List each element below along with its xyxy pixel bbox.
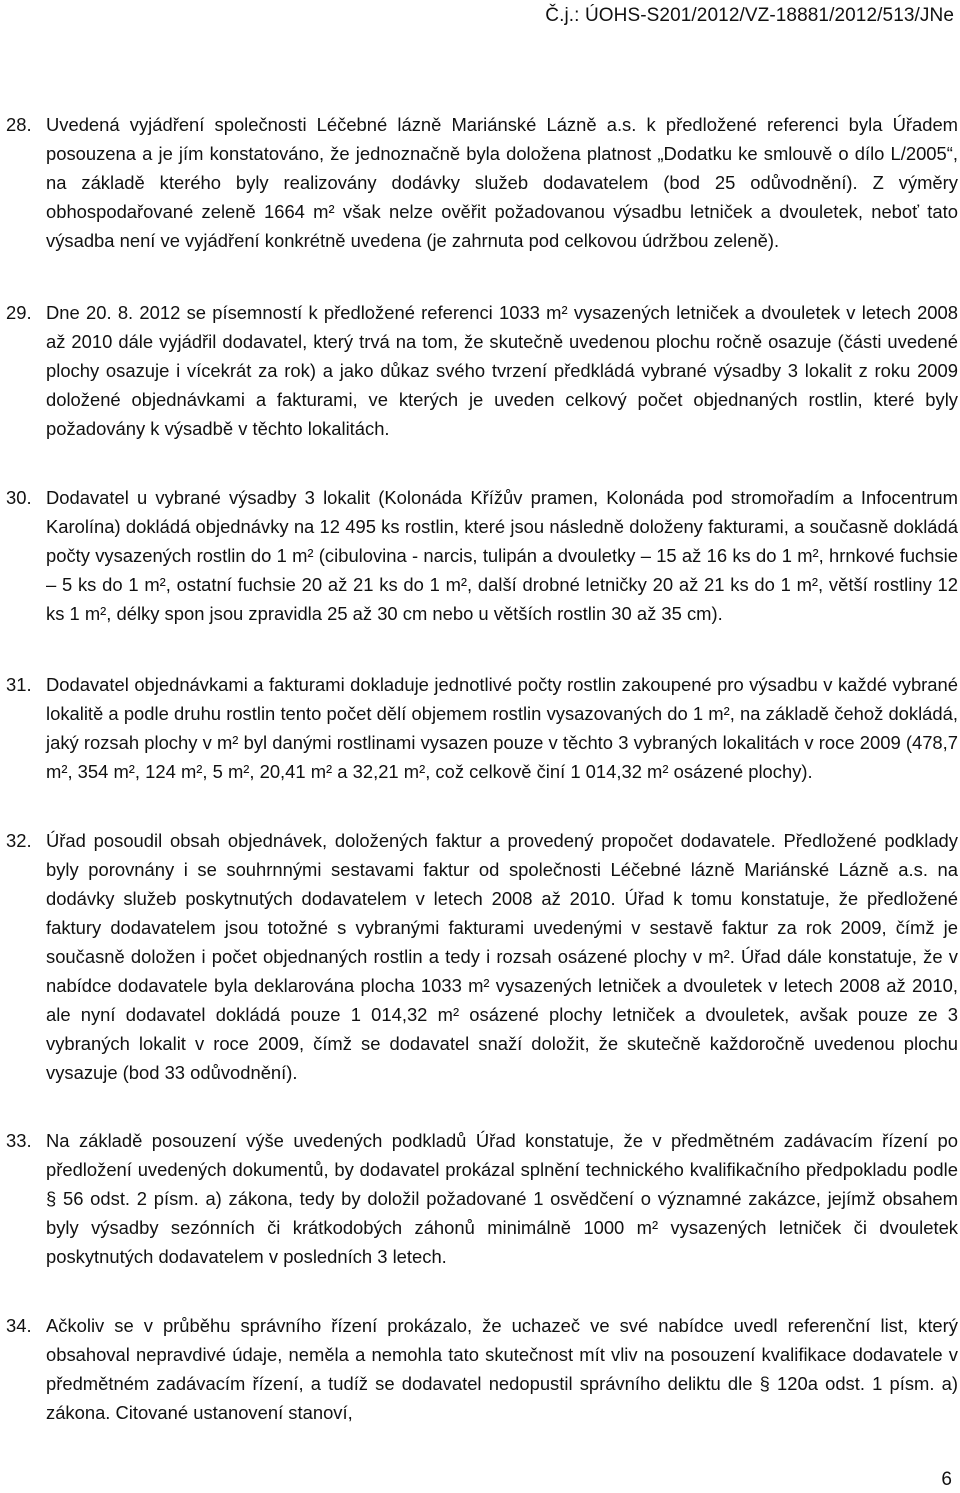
paragraph-number: 29. bbox=[6, 302, 32, 323]
text-line: záhonů minimálně 1000 m² vysazených letniček či dvouletek poskytnutých dodavatelem bbox=[46, 1217, 958, 1267]
text-line: Úřadem posouzena a je jím konstatováno, že jednoznačně byla doložena platnost „Dodatku ke bbox=[46, 114, 958, 164]
text-line: v posledních 3 letech. bbox=[268, 1246, 447, 1267]
text-line: smlouvě o dílo L/2005“, na základě kterého byly realizovány dodávky služeb dodavatelem bbox=[46, 143, 958, 193]
text-line: 2010. Úřad k tomu konstatuje, že předložené faktury dodavatelem jsou totožné s vybranými bbox=[46, 888, 958, 938]
paragraph-32 bbox=[6, 826, 958, 1087]
text-line: avšak pouze ze 3 vybraných lokalit v roce 2009, čímž se dodavatel snaží doložit, že skutečně bbox=[46, 1004, 958, 1054]
paragraph-number: 30. bbox=[6, 487, 32, 508]
text-line: 2010, ale nyní dodavatel dokládá pouze 1 014,32 m² osázené plochy letniček a dvouletek, bbox=[46, 975, 958, 1025]
text-line: v letech 2008 až 2010 dále vyjádřil dodavatel, který trvá na tom, že skutečně uvedenou plochu bbox=[46, 302, 958, 352]
text-line: výsadbu v každé vybrané lokalitě a podle druhu rostlin tento počet dělí objemem rostlin bbox=[46, 674, 958, 724]
paragraph-34 bbox=[6, 1311, 958, 1427]
text-line: ročně osazuje (části uvedené plochy osazuje i vícekrát za rok) a jako důkaz svého tvrzení bbox=[46, 331, 958, 381]
text-line: jsou zpravidla 25 až 30 cm nebo u větších rostlin 30 až 35 cm). bbox=[209, 603, 723, 624]
paragraph-text bbox=[46, 298, 958, 443]
text-line: Dodavatel u vybrané výsadby 3 lokalit (Kolonáda Křížův pramen, Kolonáda pod stromořadím bbox=[46, 487, 835, 508]
paragraph-number: 28. bbox=[6, 114, 32, 135]
text-line: předkládá vybrané výsadby 3 lokalit z roku 2009 doložené objednávkami a fakturami, ve bbox=[46, 360, 958, 410]
text-line: kvalifikačního předpokladu podle § 56 odst. 2 písm. a) zákona, tedy by doložil požadované bbox=[46, 1159, 958, 1209]
paragraph-number: 33. bbox=[6, 1130, 32, 1151]
text-line: vysazovaných do 1 m², na základě čehož dokládá, jaký rozsah plochy v m² byl danými bbox=[46, 703, 958, 753]
text-line: dodavatele byla deklarována plocha 1033 m² vysazených letniček a dvouletek v letech 2008 až bbox=[117, 975, 906, 996]
text-line: 21 ks do 1 m², další drobné letničky 20 až 21 ks do 1 m², větší rostliny 12 ks 1 m², délky spon bbox=[46, 574, 958, 624]
text-line: 1 osvědčení o významné zakázce, jejímž obsahem byly výsadby sezónních či krátkodobých bbox=[46, 1188, 958, 1238]
document-reference-number: Č.j.: ÚOHS-S201/2012/VZ-18881/2012/513/JNe bbox=[545, 5, 954, 26]
text-line: list, který obsahoval nepravdivé údaje, neměla a nemohla tato skutečnost mít vliv na bbox=[46, 1315, 958, 1365]
paragraph-text bbox=[46, 1126, 958, 1271]
text-line: Ačkoliv se v průběhu správního řízení prokázalo, že uchazeč ve své nabídce uvedl referenční bbox=[46, 1315, 871, 1336]
paragraph-text bbox=[46, 670, 958, 786]
text-line: lázně Mariánské Lázně a.s. na dodávky služeb poskytnutých dodavatelem v letech 2008 až bbox=[46, 859, 958, 909]
paragraph-text bbox=[46, 110, 958, 255]
text-line: každoročně uvedenou plochu vysazuje (bod 33 odůvodnění). bbox=[46, 1033, 958, 1083]
text-line: kterých je uveden celkový počet objednaných rostlin, které byly požadovány k výsadbě bbox=[46, 389, 958, 439]
paragraph-31 bbox=[6, 670, 958, 786]
text-line: Dodavatel objednávkami a fakturami dokladuje jednotlivé počty rostlin zakoupené pro bbox=[46, 674, 744, 695]
text-line: a Infocentrum Karolína) dokládá objednávky na 12 495 ks rostlin, které jsou následně bbox=[46, 487, 958, 537]
paragraph-text bbox=[46, 826, 958, 1087]
text-line: posouzení kvalifikace dodavatele v předmětném zadávacím řízení, a tudíž se dodavatel bbox=[46, 1344, 958, 1394]
text-line: požadovanou výsadbu letniček a dvouletek, neboť tato výsadba není ve vyjádření konkrétně bbox=[46, 201, 958, 251]
text-line: Předložené podklady byly porovnány i se souhrnnými sestavami faktur od společnosti Léčebné bbox=[46, 830, 958, 880]
text-line: objednaných rostlin a tedy i rozsah osázené plochy v m². Úřad dále konstatuje, že v nabídce bbox=[46, 946, 958, 996]
text-line: m², 5 m², 20,41 m² a 32,21 m², což celkově činí 1 014,32 m² osázené plochy). bbox=[180, 761, 813, 782]
page-number: 6 bbox=[941, 1469, 952, 1490]
paragraph-30 bbox=[6, 483, 958, 628]
text-line: řízení po předložení uvedených dokumentů, by dodavatel prokázal splnění technického bbox=[46, 1130, 959, 1180]
text-line: (bod 25 odůvodnění). Z výměry obhospodařované zeleně 1664 m² však nelze ověřit bbox=[46, 172, 958, 222]
text-line: doloženy fakturami, a současně dokládá počty vysazených rostlin do 1 m² (cibulovina - narcis, bbox=[46, 516, 958, 566]
text-line: Úřad posoudil obsah objednávek, doložených faktur a provedený propočet dodavatele. bbox=[46, 830, 776, 851]
paragraph-29 bbox=[6, 298, 958, 443]
paragraph-33 bbox=[6, 1126, 958, 1271]
text-line: Na základě posouzení výše uvedených podkladů Úřad konstatuje, že v předmětném zadávacím bbox=[46, 1130, 873, 1151]
paragraph-number: 32. bbox=[6, 830, 32, 851]
text-line: rostlinami vysazen pouze v těchto 3 vybraných lokalitách v roce 2009 (478,7 m², 354 m², 124 bbox=[46, 732, 958, 782]
text-line: Uvedená vyjádření společnosti Léčebné lázně Mariánské Lázně a.s. k předložené referenci byla bbox=[46, 114, 883, 135]
text-line: v těchto lokalitách. bbox=[238, 418, 390, 439]
text-line: fakturami uvedenými v sestavě faktur za rok 2009, čímž je současně doložen i počet bbox=[46, 917, 958, 967]
paragraph-number: 34. bbox=[6, 1315, 32, 1336]
text-line: Dne 20. 8. 2012 se písemností k předložené referenci 1033 m² vysazených letniček a dvouletek bbox=[46, 302, 841, 323]
text-line: uvedena (je zahrnuta pod celkovou údržbou zeleně). bbox=[350, 230, 780, 251]
paragraph-28 bbox=[6, 110, 958, 255]
text-line: tulipán a dvouletky – 15 až 16 ks do 1 m², hrnkové fuchsie – 5 ks do 1 m², ostatní fuchsie 20 až bbox=[46, 545, 958, 595]
text-line: nedopustil správního deliktu dle § 120a odst. 1 písm. a) zákona. Citované ustanovení stanoví, bbox=[46, 1373, 958, 1423]
paragraph-text bbox=[46, 1311, 958, 1427]
paragraph-text bbox=[46, 483, 958, 628]
paragraph-number: 31. bbox=[6, 674, 32, 695]
